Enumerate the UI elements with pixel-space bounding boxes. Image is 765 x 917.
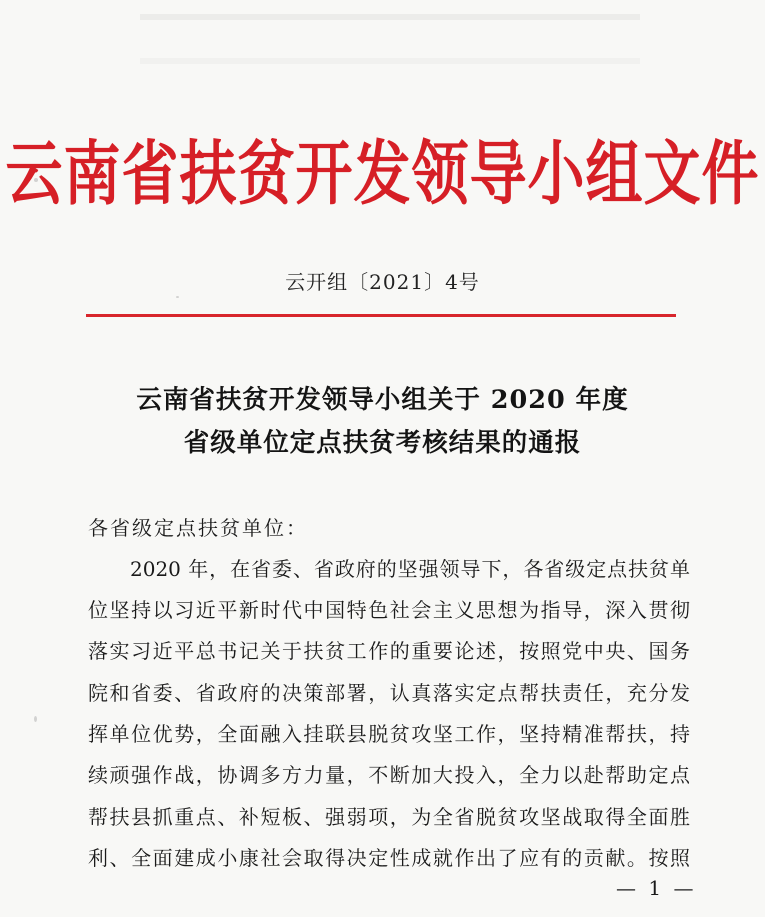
red-separator-line: [86, 314, 676, 317]
body-line: 2020 年，在省委、省政府的坚强领导下，各省级定点扶贫单: [130, 557, 690, 581]
scan-artifact: [140, 14, 640, 20]
page-number: — 1 —: [616, 876, 697, 900]
scan-speck: [176, 296, 179, 298]
body-line: 位坚持以习近平新时代中国特色社会主义思想为指导，深入贯彻: [88, 598, 690, 622]
notice-title-line-1: 云南省扶贫开发领导小组关于 2020 年度: [136, 385, 629, 415]
document-number: 云开组〔2021〕4号: [285, 270, 480, 294]
body-line: 院和省委、省政府的决策部署，认真落实定点帮扶责任，充分发: [88, 681, 690, 705]
body-line: 帮扶县抓重点、补短板、强弱项，为全省脱贫攻坚战取得全面胜: [88, 805, 690, 829]
body-line: 落实习近平总书记关于扶贫工作的重要论述，按照党中央、国务: [88, 639, 690, 663]
scan-artifact: [140, 58, 640, 64]
body-line: 挥单位优势，全面融入挂联县脱贫攻坚工作，坚持精准帮扶，持: [88, 722, 690, 746]
salutation: 各省级定点扶贫单位：: [88, 516, 308, 540]
notice-title-line-2: 省级单位定点扶贫考核结果的通报: [183, 428, 582, 458]
scan-speck: [34, 716, 37, 722]
body-line: 续顽强作战，协调多方力量，不断加大投入，全力以赴帮助定点: [88, 763, 690, 787]
body-line: 利、全面建成小康社会取得决定性成就作出了应有的贡献。按照: [88, 846, 690, 870]
issuer-header: 云南省扶贫开发领导小组文件: [5, 133, 760, 215]
